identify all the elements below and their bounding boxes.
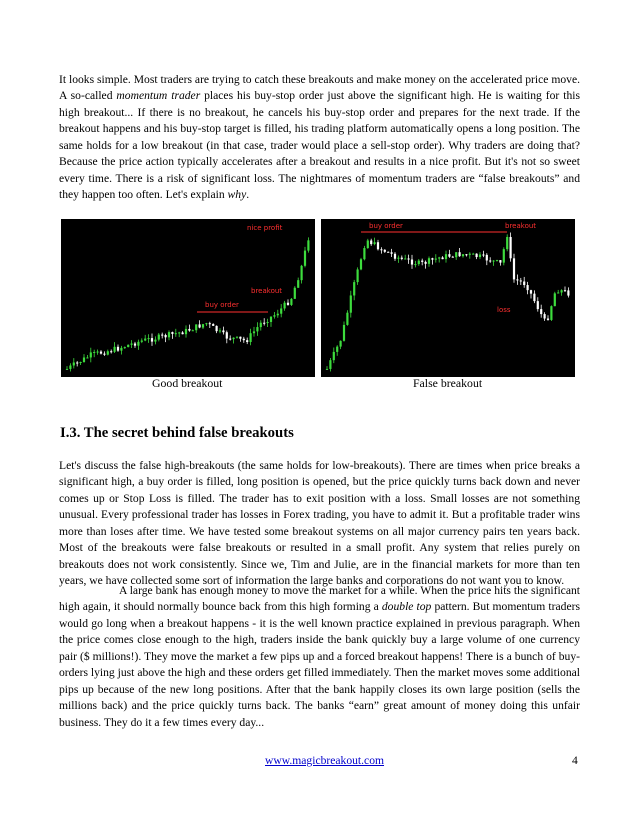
- candle-body: [154, 340, 156, 342]
- candle-body: [284, 303, 286, 309]
- candle-body: [377, 242, 379, 249]
- candle-body: [421, 261, 423, 262]
- candle-body: [513, 258, 515, 279]
- candle-body: [564, 290, 566, 291]
- candle-body: [199, 324, 201, 327]
- candle-body: [336, 347, 338, 352]
- candle-body: [239, 337, 241, 339]
- candle-body: [233, 338, 235, 339]
- candle-body: [287, 303, 289, 305]
- candle-body: [516, 279, 518, 280]
- candle-body: [414, 264, 416, 265]
- good-candles: [66, 237, 310, 371]
- candle-body: [195, 324, 197, 330]
- candle-body: [137, 342, 139, 346]
- text-run: pattern. But momentum traders would go long when a breakout happens - it is the well known practice explained in previous paragraph. When the price comes close enough to the high, traders inside the bank quickly buy a large volume of one currency pair ($ millions!). They move the market a few pips up and a forced breakout happens! There is a bunch of buy-orders lying just above the high and these orders get filled immediately. Then the market moves some additional pips up because of the new long positions. After that the bank happily closes its own large position (sells the millions back) and the price quickly turns back. The banks “earn” great amount of money doing this unfair business. They do it a few times every day...: [59, 600, 580, 729]
- candle-body: [496, 260, 498, 261]
- candle-body: [445, 254, 447, 259]
- candle-body: [144, 339, 146, 341]
- candle-body: [540, 309, 542, 314]
- candle-body: [384, 250, 386, 252]
- candle-body: [158, 335, 160, 340]
- candle-body: [273, 315, 275, 316]
- candle-body: [380, 249, 382, 250]
- candle-body: [253, 331, 255, 333]
- paragraph-large-bank: [59, 583, 580, 731]
- candle-body: [530, 290, 532, 294]
- text-run: places his buy-stop order just above the significant high. He is waiting for this high breakout... If there is no breakout, he cancels his buy-stop order and prepares for the next trade. If the breakout happens and his buy-stop target is filled, his trading platform automatically opens a long position. The same holds for a low breakout (in that case, trader would place a sell-stop order). Why traders are doing that? Because the price action typically accelerates after a breakout and results in a nice profit. But it's not so sweet every time. There is a risk of significant loss. The nightmares of momentum traders are “false breakouts” and they happen too often. Let's explain: [59, 89, 580, 202]
- candle-body: [465, 254, 467, 255]
- candle-body: [294, 288, 296, 299]
- candle-body: [73, 363, 75, 366]
- caption-false-breakout: False breakout: [413, 376, 483, 390]
- candle-body: [506, 237, 508, 249]
- candle-body: [69, 365, 71, 368]
- candle-body: [107, 351, 109, 354]
- candle-body: [343, 325, 345, 341]
- candle-body: [93, 352, 95, 353]
- candle-body: [185, 329, 187, 334]
- candle-body: [260, 323, 262, 327]
- candle-body: [527, 285, 529, 290]
- candle-body: [168, 332, 170, 337]
- candle-body: [151, 338, 153, 342]
- candle-body: [363, 248, 365, 259]
- candle-body: [226, 332, 228, 338]
- candle-body: [326, 369, 328, 370]
- candle-body: [97, 352, 99, 353]
- candle-body: [462, 254, 464, 256]
- candle-body: [161, 335, 163, 336]
- candle-body: [533, 294, 535, 301]
- candle-body: [124, 347, 126, 348]
- candle-body: [256, 327, 258, 331]
- false-breakout-chart: [321, 219, 575, 377]
- candle-body: [557, 292, 559, 293]
- candle-body: [428, 258, 430, 264]
- label-breakout: breakout: [505, 222, 537, 230]
- candle-body: [148, 338, 150, 339]
- candle-body: [340, 341, 342, 347]
- candle-body: [350, 295, 352, 312]
- candle-body: [482, 255, 484, 256]
- label-loss: loss: [497, 306, 511, 314]
- candle-body: [307, 240, 309, 250]
- candle-body: [66, 369, 68, 370]
- label-buy-order: buy order: [205, 301, 239, 309]
- candle-body: [561, 290, 563, 292]
- candle-body: [182, 332, 184, 334]
- candle-body: [110, 351, 112, 352]
- candle-body: [297, 280, 299, 288]
- candle-body: [141, 341, 143, 342]
- label-buy-order: buy order: [369, 222, 403, 230]
- candle-body: [83, 357, 85, 362]
- candle-body: [171, 332, 173, 334]
- candle-body: [209, 323, 211, 324]
- candle-body: [131, 343, 133, 344]
- candle-body: [431, 258, 433, 259]
- candle-body: [397, 258, 399, 259]
- candle-body: [127, 345, 129, 347]
- candle-body: [401, 258, 403, 259]
- text-run: A large bank has enough money to move the market for a while. When the price hits the significant high again, it should normally bounce back from this high forming a: [59, 584, 580, 614]
- candle-body: [554, 293, 556, 306]
- candle-body: [408, 258, 410, 259]
- candle-body: [404, 258, 406, 259]
- candle-body: [205, 323, 207, 324]
- candle-body: [192, 330, 194, 331]
- false-candles: [326, 232, 570, 371]
- candle-body: [263, 323, 265, 324]
- candle-body: [510, 237, 512, 258]
- candle-body: [442, 257, 444, 259]
- candle-body: [520, 280, 522, 281]
- candle-body: [86, 357, 88, 358]
- text-run: .: [246, 188, 250, 202]
- breakout-figures: [61, 219, 577, 377]
- candle-body: [280, 308, 282, 313]
- candle-body: [394, 254, 396, 259]
- candle-body: [550, 306, 552, 320]
- candle-body: [387, 252, 389, 253]
- candle-body: [301, 266, 303, 280]
- candle-body: [503, 249, 505, 262]
- candle-body: [459, 252, 461, 256]
- candle-body: [438, 257, 440, 258]
- candle-body: [212, 324, 214, 326]
- candle-body: [544, 314, 546, 318]
- label-nice-profit: nice profit: [247, 224, 283, 232]
- paragraph-false-highs: Let's discuss the false high-breakouts (the same holds for low-breakouts). There are times when price breaks a significant high, a buy order is filled, long position is opened, but the price quickly turns back down and never comes up or Stop Loss is filled. The trader has to exit position with a loss. Small losses are not something unusual. Every professional trader has losses in Forex trading, you have to admit it. But a profitable trader wins more than loses after time. We have tested some breakout systems on all major currency pairs ten years back. Most of the breakouts were false breakouts or resulted in a small profit. Any system that relies purely on breakouts does not work consistently. Since we, Tim and Julie, are in the financial markets for more than ten years, we have collected some sort of information the large banks and corporations do not want you to know.: [59, 459, 580, 588]
- candle-body: [374, 242, 376, 244]
- candle-body: [353, 282, 355, 295]
- candle-body: [547, 319, 549, 320]
- candle-body: [333, 352, 335, 360]
- candle-body: [304, 251, 306, 266]
- candle-body: [243, 339, 245, 340]
- candle-body: [175, 333, 177, 334]
- candle-body: [114, 347, 116, 352]
- candle-body: [357, 269, 359, 282]
- candle-body: [479, 255, 481, 258]
- candle-body: [448, 254, 450, 257]
- website-link[interactable]: www.magicbreakout.com: [265, 754, 385, 767]
- good-breakout-chart: [61, 219, 315, 377]
- candle-body: [435, 259, 437, 260]
- emphasis-why: why: [227, 188, 247, 202]
- candle-body: [367, 240, 369, 248]
- candle-body: [202, 324, 204, 327]
- candle-body: [360, 259, 362, 269]
- candle-body: [222, 330, 224, 332]
- candle-body: [270, 317, 272, 322]
- candle-body: [117, 347, 119, 351]
- emphasis-double-top: double top: [381, 600, 432, 614]
- candle-body: [236, 337, 238, 338]
- candle-body: [499, 260, 501, 263]
- candle-body: [476, 254, 478, 257]
- candle-body: [290, 299, 292, 305]
- candle-body: [76, 363, 78, 364]
- candle-body: [418, 261, 420, 264]
- emphasis-momentum-trader: momentum trader: [116, 89, 201, 103]
- section-heading: I.3. The secret behind false breakouts: [60, 425, 294, 441]
- candle-body: [425, 262, 427, 264]
- candle-body: [370, 240, 372, 244]
- candle-body: [277, 314, 279, 316]
- candle-body: [246, 340, 248, 342]
- candle-body: [267, 322, 269, 323]
- candle-body: [391, 252, 393, 253]
- paragraph-intro: [59, 72, 580, 204]
- text-run: It looks simple. Most traders are trying to catch these breakouts and make money on the accelerated price move. A so-called: [59, 73, 580, 103]
- candle-body: [567, 290, 569, 295]
- candle-body: [100, 352, 102, 354]
- candle-body: [219, 330, 221, 331]
- candle-body: [329, 360, 331, 369]
- candle-body: [80, 362, 82, 363]
- caption-good-breakout: Good breakout: [152, 376, 223, 390]
- label-breakout: breakout: [251, 287, 283, 295]
- candle-body: [523, 281, 525, 285]
- candle-body: [346, 313, 348, 325]
- candle-body: [178, 332, 180, 333]
- candle-body: [411, 260, 413, 265]
- candle-body: [134, 343, 136, 345]
- candle-body: [229, 339, 231, 340]
- candle-body: [103, 354, 105, 355]
- page-number: 4: [572, 754, 578, 767]
- candle-body: [486, 255, 488, 261]
- candle-body: [493, 261, 495, 262]
- candle-body: [165, 335, 167, 337]
- candle-body: [452, 257, 454, 258]
- candle-body: [469, 254, 471, 255]
- candle-body: [216, 326, 218, 331]
- candle-body: [90, 352, 92, 357]
- candle-body: [472, 254, 474, 255]
- candle-body: [455, 252, 457, 257]
- candle-body: [489, 260, 491, 261]
- candle-body: [250, 333, 252, 342]
- candle-body: [537, 301, 539, 309]
- candle-body: [120, 348, 122, 351]
- candle-body: [188, 329, 190, 331]
